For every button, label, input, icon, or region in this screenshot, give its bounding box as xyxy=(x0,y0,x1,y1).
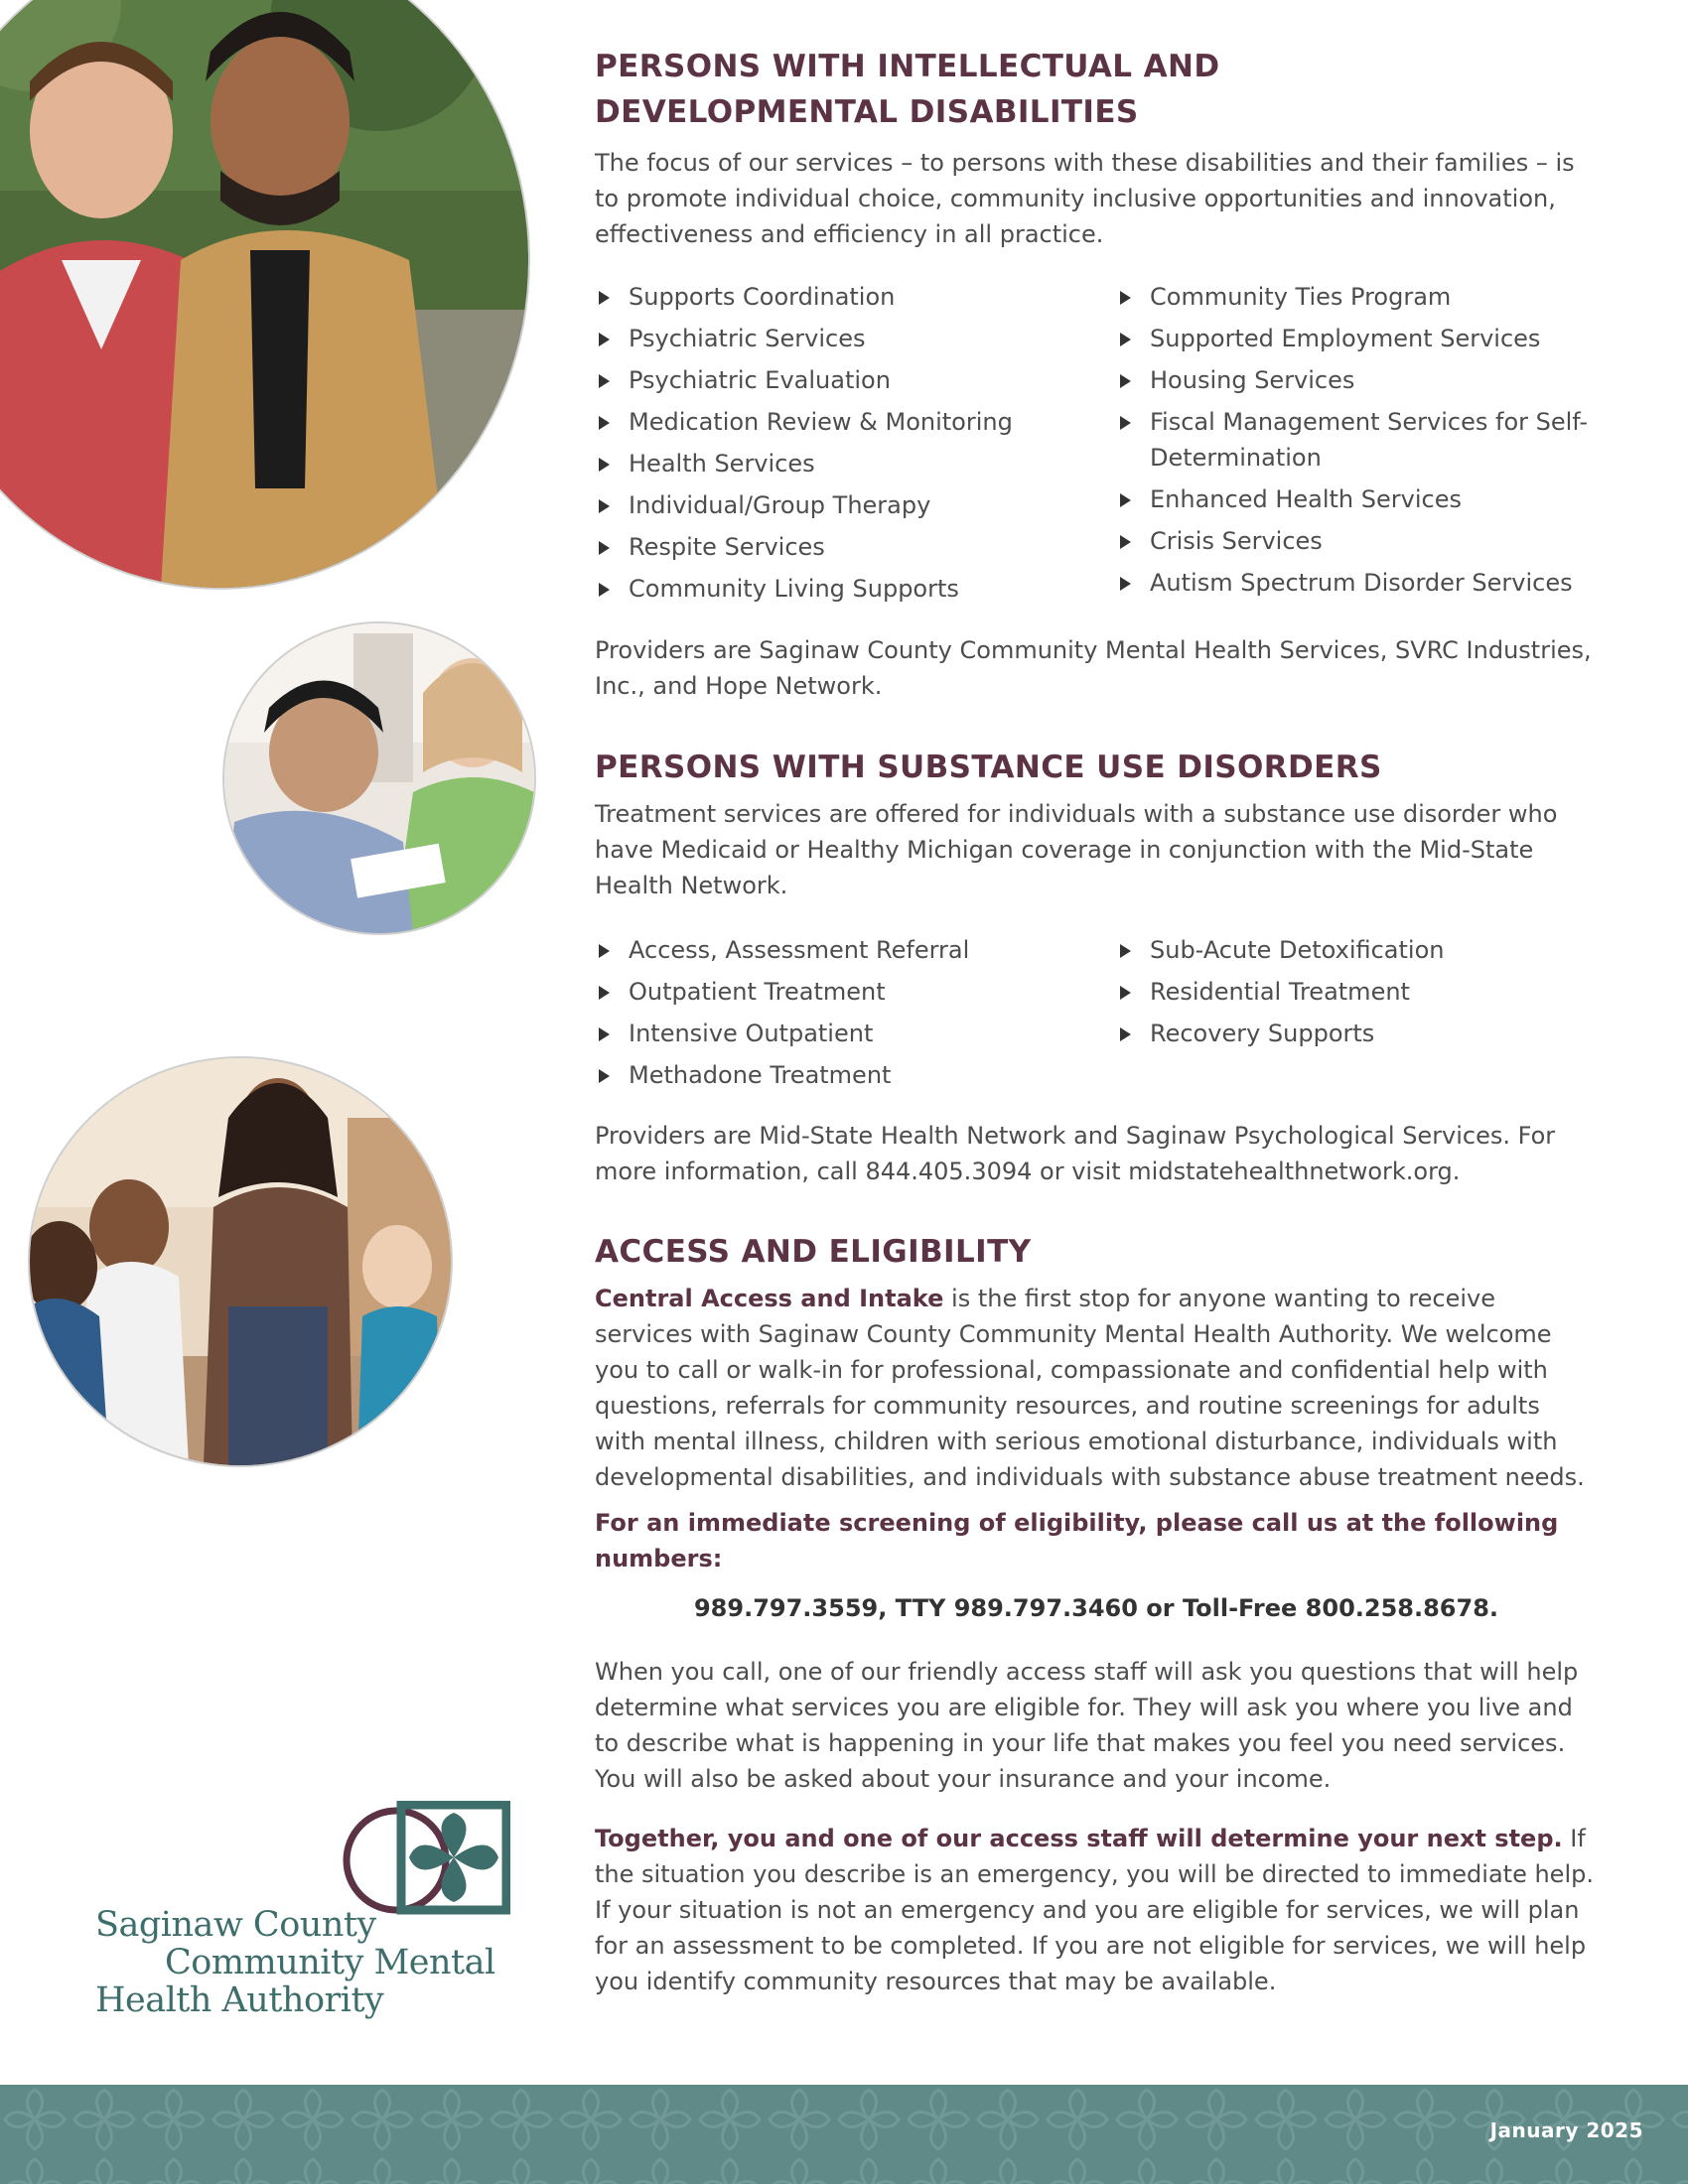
triangle-bullet-icon xyxy=(1120,944,1131,958)
service-label: Access, Assessment Referral xyxy=(629,936,970,964)
section-heading-idd xyxy=(595,44,1598,135)
service-list-item xyxy=(595,932,1111,968)
service-label: Respite Services xyxy=(629,533,825,561)
service-label: Medication Review & Monitoring xyxy=(629,408,1013,436)
service-list-item xyxy=(1116,974,1632,1010)
section-heading-sud: PERSONS WITH SUBSTANCE USE DISORDERS xyxy=(595,750,1382,785)
footer-band xyxy=(0,2085,1688,2184)
service-label: Fiscal Management Services for Self-Determination xyxy=(1150,408,1589,472)
service-list-item xyxy=(1116,321,1632,356)
triangle-bullet-icon xyxy=(599,583,610,597)
screening-prompt: For an immediate screening of eligibility, please call us at the following numbers: xyxy=(595,1509,1559,1572)
access-lead-rest: is the first stop for anyone wanting to receive services with Saginaw County Community Mental Health Authority. We welcome you to call or walk-in for professional, compassionate and confidential help with questions, referrals for community resources, and routine screenings for adults with mental illness, children with serious emotional disturbance, individuals with developmental disabilities, and individuals with substance abuse treatment needs. xyxy=(595,1285,1585,1491)
next-step-paragraph xyxy=(595,1821,1598,1999)
sud-intro: Treatment services are offered for individuals with a substance use disorder who have Medicaid or Healthy Michigan coverage in conjunction with the Mid-State Health Network. xyxy=(595,800,1558,899)
sud-providers xyxy=(595,1118,1598,1189)
four-petal-knot-logo-icon xyxy=(342,1801,510,1920)
service-list-item xyxy=(595,362,1111,398)
triangle-bullet-icon xyxy=(1120,291,1131,305)
section-heading-access: ACCESS AND ELIGIBILITY xyxy=(595,1234,1032,1270)
call-paragraph: When you call, one of our friendly access staff will ask you questions that will help determine what services you are eligible for. They will ask you where you live and to describe what is happening in your life that makes you feel you need services. You will also be asked about your insurance and your income. xyxy=(595,1658,1579,1793)
scmha-logo xyxy=(95,1801,512,2020)
service-label: Community Ties Program xyxy=(1150,283,1452,311)
service-list-item xyxy=(595,1016,1111,1051)
service-label: Autism Spectrum Disorder Services xyxy=(1150,569,1573,597)
service-label: Psychiatric Evaluation xyxy=(629,366,891,394)
section-access xyxy=(595,1229,1598,1999)
triangle-bullet-icon xyxy=(599,333,610,346)
service-label: Enhanced Health Services xyxy=(1150,485,1462,513)
service-label: Residential Treatment xyxy=(1150,978,1410,1006)
service-label: Outpatient Treatment xyxy=(629,978,886,1006)
triangle-bullet-icon xyxy=(1120,577,1131,591)
triangle-bullet-icon xyxy=(1120,986,1131,1000)
service-list-item xyxy=(1116,1016,1632,1051)
sud-providers-text: Providers are Mid-State Health Network and Saginaw Psychological Services. For more information, call 844.405.3094 or visit midstatehealthnetwork.org. xyxy=(595,1122,1556,1185)
triangle-bullet-icon xyxy=(1120,493,1131,507)
section-idd xyxy=(595,44,1598,252)
service-list-item xyxy=(595,446,1111,481)
triangle-bullet-icon xyxy=(599,499,610,513)
service-label: Community Living Supports xyxy=(629,575,959,603)
triangle-bullet-icon xyxy=(599,1027,610,1041)
service-list-item xyxy=(1116,279,1632,315)
triangle-bullet-icon xyxy=(1120,1027,1131,1041)
service-label: Crisis Services xyxy=(1150,527,1323,555)
photo-two-men xyxy=(0,0,530,590)
service-label: Recovery Supports xyxy=(1150,1020,1375,1047)
triangle-bullet-icon xyxy=(599,374,610,388)
next-step-bold: Together, you and one of our access staff will determine your next step. xyxy=(595,1825,1563,1852)
service-label: Psychiatric Services xyxy=(629,325,866,352)
service-list-item xyxy=(595,279,1111,315)
triangle-bullet-icon xyxy=(599,1069,610,1083)
service-list-item xyxy=(1116,565,1632,601)
triangle-bullet-icon xyxy=(599,541,610,555)
triangle-bullet-icon xyxy=(1120,416,1131,430)
photo-counseling xyxy=(222,621,536,935)
service-list-item xyxy=(595,404,1111,440)
service-label: Methadone Treatment xyxy=(629,1061,892,1089)
service-list-item xyxy=(1116,481,1632,517)
logo-line-2: Community Mental xyxy=(165,1943,495,1982)
idd-services-left xyxy=(595,279,1111,613)
service-label: Supports Coordination xyxy=(629,283,896,311)
service-list-item xyxy=(1116,362,1632,398)
photo-group-therapy xyxy=(28,1056,453,1467)
phone-numbers: 989.797.3559, TTY 989.797.3460 or Toll-Free 800.258.8678. xyxy=(693,1594,1499,1622)
footer-pattern xyxy=(0,2085,1688,2184)
logo-line-1: Saginaw County xyxy=(95,1905,376,1945)
service-list-item xyxy=(595,529,1111,565)
triangle-bullet-icon xyxy=(1120,374,1131,388)
sud-services-right xyxy=(1116,932,1632,1057)
service-list-item xyxy=(595,487,1111,523)
service-list-item xyxy=(1116,932,1632,968)
access-lead-bold: Central Access and Intake xyxy=(595,1285,944,1312)
idd-providers-text: Providers are Saginaw County Community Mental Health Services, SVRC Industries, Inc., and Hope Network. xyxy=(595,636,1592,700)
idd-providers xyxy=(595,632,1598,704)
service-list-item xyxy=(595,321,1111,356)
service-list-item xyxy=(595,571,1111,607)
service-label: Sub-Acute Detoxification xyxy=(1150,936,1445,964)
section-sud xyxy=(595,745,1598,903)
sud-services-left xyxy=(595,932,1111,1099)
service-label: Intensive Outpatient xyxy=(629,1020,874,1047)
next-step-rest: If the situation you describe is an emergency, you will be directed to immediate help. If your situation is not an emergency and you are eligible for services, we will plan for an assessment to be completed. If you are not eligible for services, we will help you identify community resources that may be available. xyxy=(595,1825,1594,1995)
heading-line-2: DEVELOPMENTAL DISABILITIES xyxy=(595,94,1139,130)
triangle-bullet-icon xyxy=(1120,535,1131,549)
heading-line-1: PERSONS WITH INTELLECTUAL AND xyxy=(595,49,1220,84)
service-list-item xyxy=(595,1057,1111,1093)
service-list-item xyxy=(1116,523,1632,559)
footer-date: January 2025 xyxy=(1489,2118,1643,2142)
service-list-item xyxy=(595,974,1111,1010)
triangle-bullet-icon xyxy=(599,986,610,1000)
service-list-item xyxy=(1116,404,1632,476)
triangle-bullet-icon xyxy=(599,416,610,430)
idd-services-right xyxy=(1116,279,1632,607)
access-intro xyxy=(595,1281,1598,1495)
logo-line-3: Health Authority xyxy=(95,1980,384,2020)
service-label: Individual/Group Therapy xyxy=(629,491,931,519)
service-label: Housing Services xyxy=(1150,366,1355,394)
service-label: Health Services xyxy=(629,450,815,478)
triangle-bullet-icon xyxy=(599,458,610,472)
idd-intro: The focus of our services – to persons with these disabilities and their families – is to promote individual choice, community inclusive opportunities and innovation, effectiveness and efficiency in all practice. xyxy=(595,149,1575,248)
triangle-bullet-icon xyxy=(599,291,610,305)
triangle-bullet-icon xyxy=(599,944,610,958)
service-label: Supported Employment Services xyxy=(1150,325,1541,352)
triangle-bullet-icon xyxy=(1120,333,1131,346)
